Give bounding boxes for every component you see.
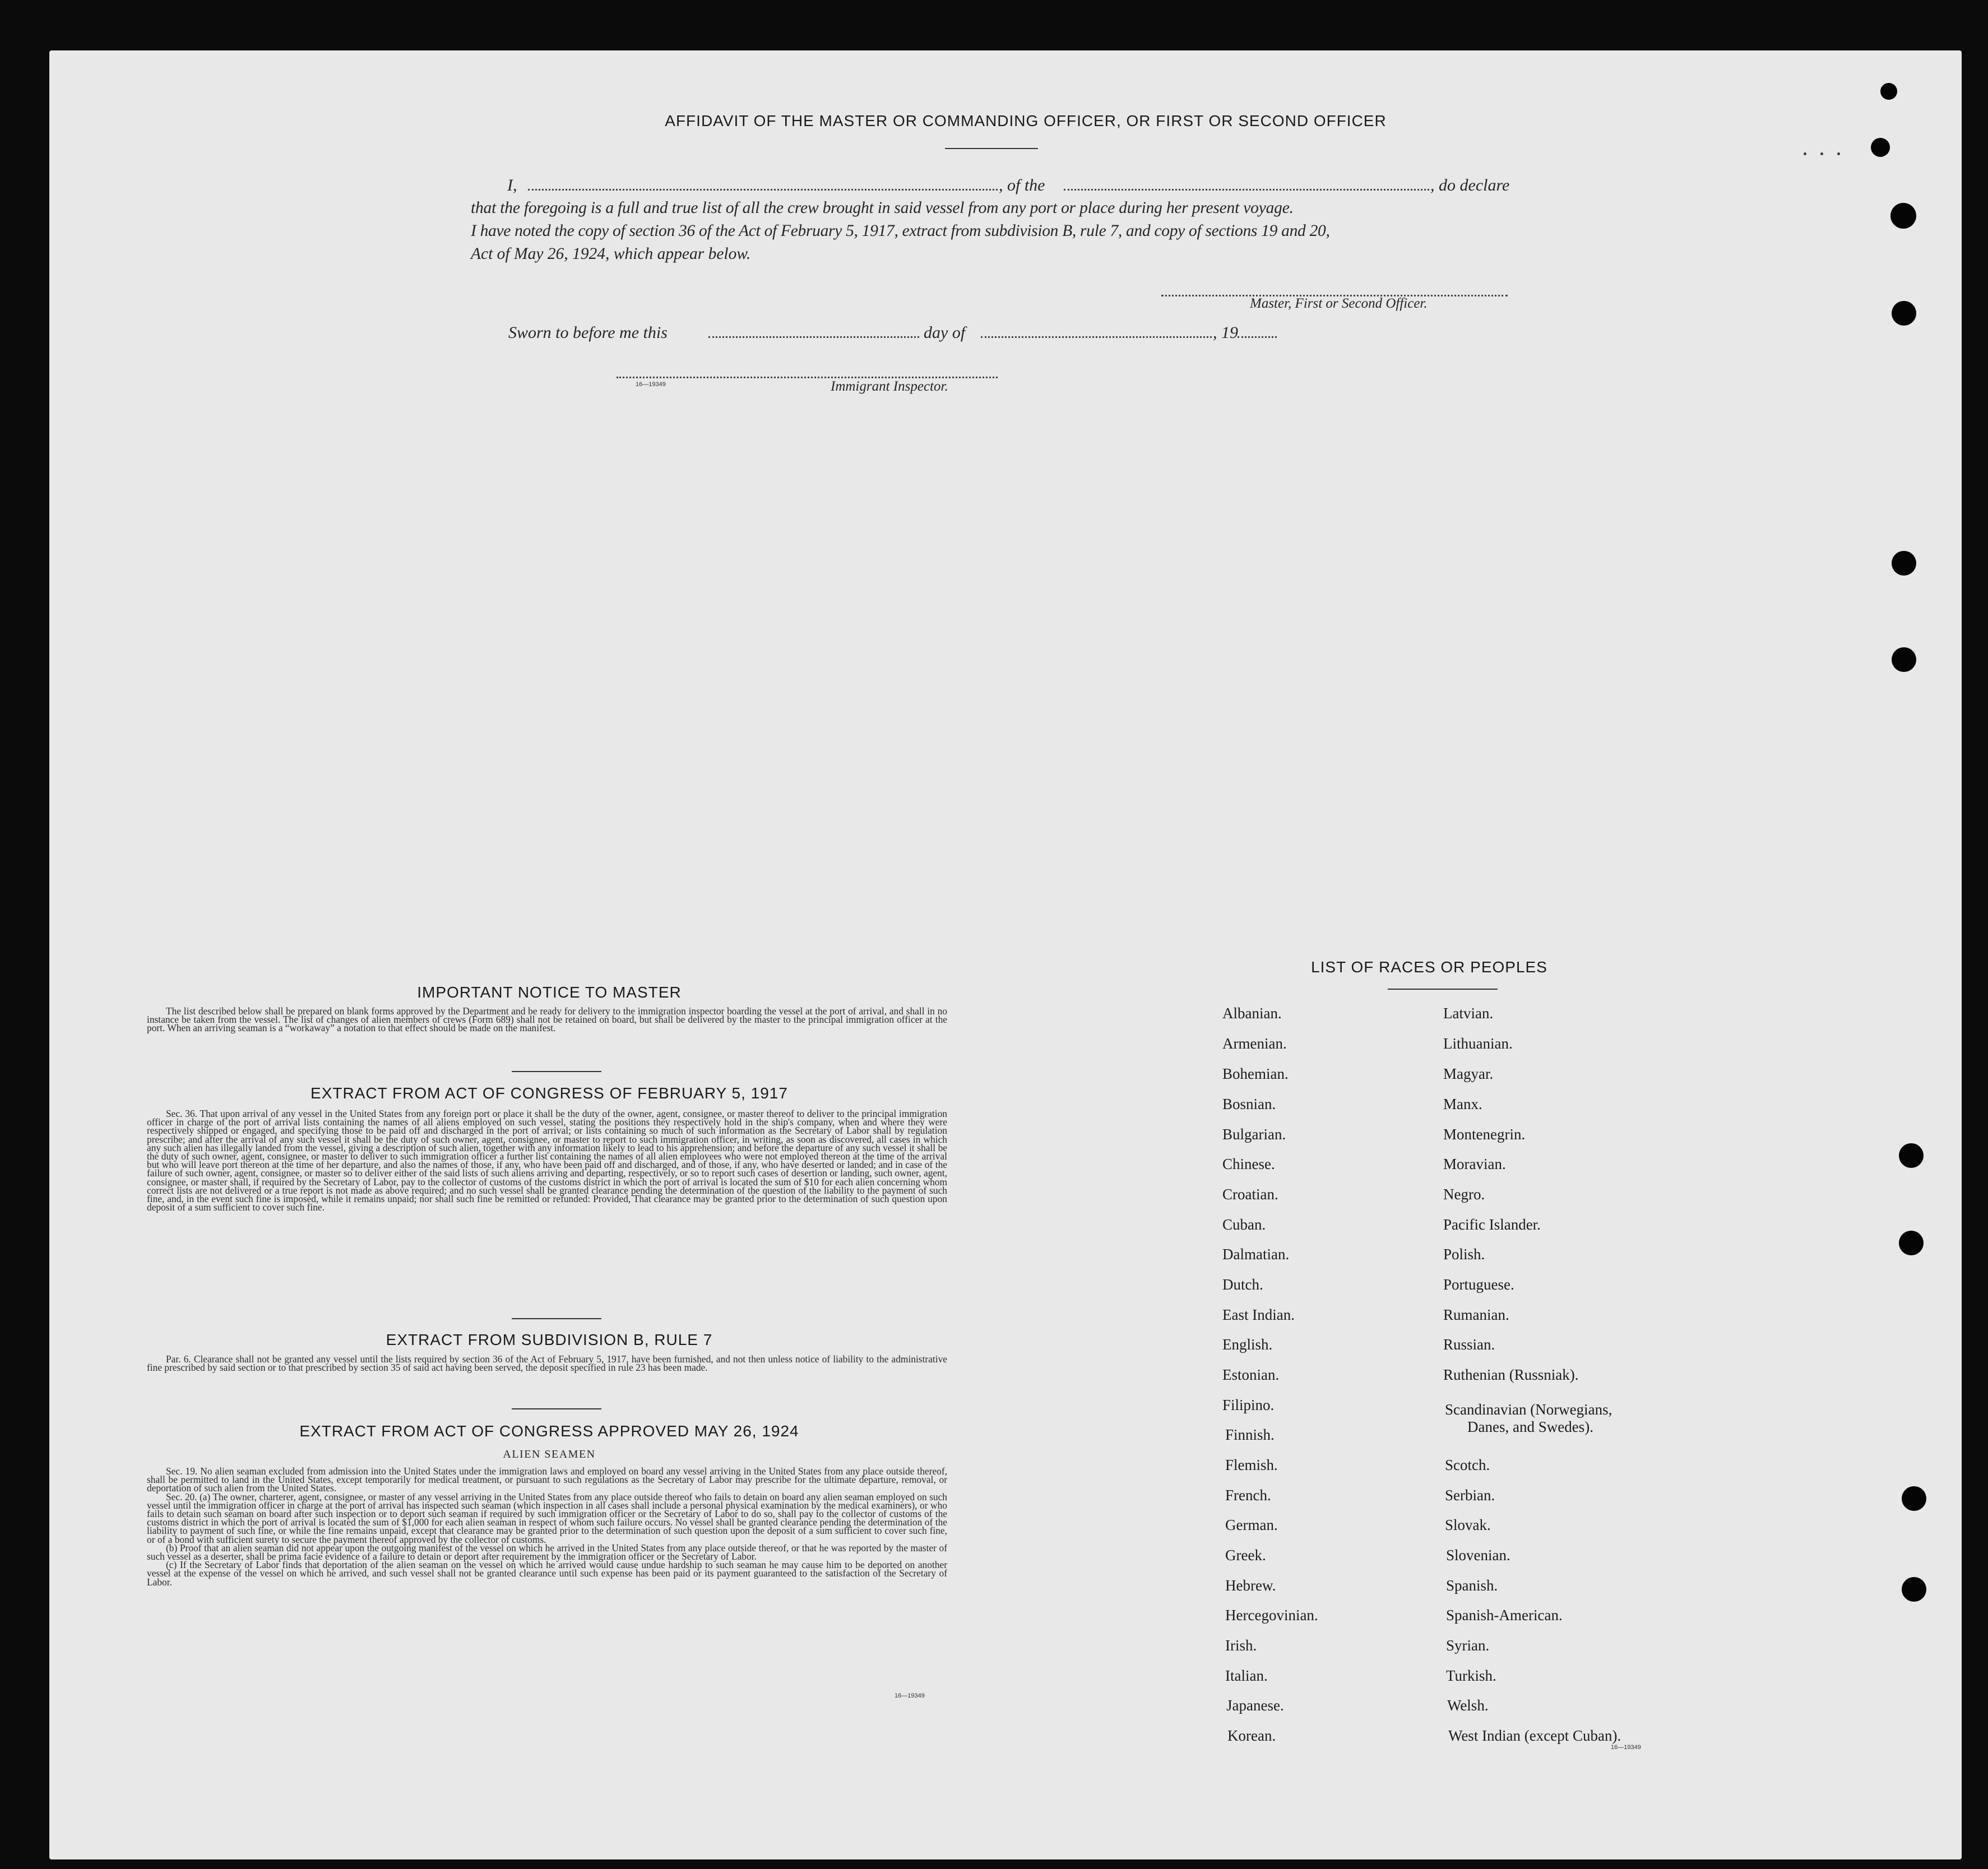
sworn-day-field[interactable] — [708, 336, 919, 338]
extract-form-code: 16—19349 — [895, 1692, 925, 1699]
race-right-8: Pacific Islander. — [1443, 1216, 1541, 1233]
section-20a-paragraph: Sec. 20. (a) The owner, charterer, agent, consignee, or master of any vessel arriving in the United States from any place outside thereof who fails to detain on board any alien seaman employed on such vessel until the immigration officer in charge at the port of arrival has inspected such seaman (which inspection in all cases shall include a personal physical examination by the medical examiners), or who fails to detain such seaman on board after such inspection or to deport such seaman if required by such immigration officer or the Secretary of Labor to do so, shall pay to the collector of customs of the customs district in which the port of arrival is located the sum of $1,000 for each alien seaman in respect of whom such failure occurs. No vessel shall be granted clearance pending the determination of the liability to payment of such fine, or while the fine remains unpaid, except that clearance may be granted prior to the determination of such question upon the deposit of a sum sufficient to cover such fine, or of a bond with sufficient surety to secure the payment thereof approved by the collector of customs. — [147, 1491, 947, 1545]
race-left-6: Chinese. — [1222, 1156, 1275, 1172]
punch-hole-7 — [1899, 1143, 1924, 1168]
races-form-code: 16—19349 — [1611, 1744, 1641, 1751]
officer-signature-label: Master, First or Second Officer. — [1250, 296, 1428, 311]
race-left-14: Filipino. — [1222, 1397, 1275, 1413]
extract-1917-title: EXTRACT FROM ACT OF CONGRESS OF FEBRUARY 5, 1917 — [311, 1084, 788, 1102]
race-right-11: Rumanian. — [1443, 1306, 1509, 1323]
do-declare-text: , do declare — [1430, 176, 1510, 194]
race-left-12: English. — [1222, 1336, 1273, 1353]
race-right-13: Ruthenian (Russniak). — [1443, 1366, 1579, 1383]
affidavit-line-4: Act of May 26, 1924, which appear below. — [471, 245, 751, 263]
subdivision-title: EXTRACT FROM SUBDIVISION B, RULE 7 — [386, 1331, 713, 1348]
race-right-3: Magyar. — [1443, 1065, 1494, 1082]
section-divider — [512, 1408, 601, 1409]
affiant-name-field[interactable] — [528, 189, 998, 191]
sworn-year-field[interactable] — [1238, 336, 1277, 338]
punch-hole-8 — [1899, 1231, 1924, 1255]
race-right-14-cont: Danes, and Swedes). — [1467, 1418, 1593, 1435]
sworn-text: Sworn to before me this — [508, 323, 668, 342]
race-right-19: Spanish. — [1446, 1577, 1498, 1594]
race-right-15: Scotch. — [1445, 1457, 1490, 1473]
race-right-24: West Indian (except Cuban). — [1448, 1727, 1621, 1744]
race-left-23: Italian. — [1225, 1667, 1268, 1684]
section-20c-paragraph: (c) If the Secretary of Labor finds that deportation of the alien seaman on the vessel on which he arrived would cause undue hardship to such seaman he may cause him to be deported on another vessel at the expense of the vessel on which he arrived, and such vessel shall not be granted clearance until such expense has been paid or its payment guaranteed to the satisfaction of the Secretary of Labor. — [147, 1559, 947, 1588]
race-left-17: French. — [1225, 1487, 1271, 1504]
race-right-5: Montenegrin. — [1443, 1126, 1526, 1143]
speck — [1820, 152, 1823, 155]
race-right-2: Lithuanian. — [1443, 1035, 1513, 1052]
race-left-7: Croatian. — [1222, 1186, 1278, 1203]
affiant-prefix: I, — [507, 176, 517, 194]
section-19-paragraph: Sec. 19. No alien seaman excluded from admission into the United States under the immigration laws and employed on board any vessel arriving in the United States from any place outside thereof, shall be permitted to land in the United States, except temporarily for medical treatment, or pursuant to such regulations as the Secretary of Labor may prescribe for the ultimate departure, removal, or deportation of such alien from the United States. — [147, 1465, 947, 1494]
race-right-21: Syrian. — [1446, 1637, 1490, 1654]
race-left-10: Dutch. — [1222, 1276, 1263, 1293]
race-right-17: Slovak. — [1445, 1516, 1491, 1533]
races-title: LIST OF RACES OR PEOPLES — [1311, 958, 1547, 976]
affidavit-line-3: I have noted the copy of section 36 of the Act of February 5, 1917, extract from subdivision B, rule 7, and copy of sections 19 and 20, — [471, 222, 1330, 240]
race-left-1: Albanian. — [1222, 1005, 1282, 1022]
race-right-12: Russian. — [1443, 1336, 1495, 1353]
section-36-paragraph: Sec. 36. That upon arrival of any vessel in the United States from any foreign port or place it shall be the duty of the owner, agent, consignee, or master thereof to deliver to the principal immigration officer in charge of the port of arrival lists containing the names of all aliens employed on such vessel, stating the positions they respectively hold in the ship's company, when and where they were respectively shipped or engaged, and specifying those to be paid off and discharged in the port of arrival; or lists containing so much of such information as the Secretary of Labor shall by regulation prescribe; and after the arrival of any such vessel it shall be the duty of such owner, agent, consignee, or master to report to such immigration officer, in writing, as soon as discovered, all cases in which any such alien has illegally landed from the vessel, giving a description of such alien, together with any information likely to lead to his apprehension; and before the departure of any such vessel it shall be the duty of such owner, agent, consignee, or master to deliver to such immigration officer a further list containing the names of all alien employees who were not employed thereon at the time of the arrival but who will leave port thereon at the time of her departure, and also the names of those, if any, who have been paid off and discharged, and of those, if any, who have deserted or landed; and in case of the failure of such owner, agent, consignee, or master so to deliver either of the said lists of such aliens arriving and departing, respectively, or so to report such cases of desertion or landing, such owner, agent, consignee, or master shall, if required by the Secretary of Labor, pay to the collector of customs of the customs district in which the port of arrival is located the sum of $10 for each alien concerning whom correct lists are not delivered or a true report is not made as above required; and no such vessel shall be granted clearance pending the determination of the question of the liability to the payment of such fine, and, in the event such fine is imposed, while it remains unpaid; nor shall such fine be remitted or refunded: Provided, That clearance may be granted prior to the determination of such question upon deposit of a sum sufficient to cover such fine. — [147, 1108, 947, 1213]
race-right-10: Portuguese. — [1443, 1276, 1514, 1293]
race-left-11: East Indian. — [1222, 1306, 1295, 1323]
punch-hole-2 — [1871, 138, 1890, 157]
inspector-label: Immigrant Inspector. — [831, 379, 948, 394]
section-divider — [512, 1318, 601, 1319]
race-right-6: Moravian. — [1443, 1156, 1506, 1172]
affidavit-title: AFFIDAVIT OF THE MASTER OR COMMANDING OFFICER, OR FIRST OR SECOND OFFICER — [665, 112, 1387, 129]
punch-hole-10 — [1902, 1577, 1926, 1602]
race-right-22: Turkish. — [1446, 1667, 1496, 1684]
notice-title: IMPORTANT NOTICE TO MASTER — [417, 984, 682, 1001]
notice-paragraph: The list described below shall be prepared on blank forms approved by the Department and be ready for delivery to the immigration inspector boarding the vessel at the port of arrival, and shall in no instance be taken from the vessel. The list of changes of alien members of crews (Form 689) shall not be retained on board, but shall be delivered by the master to the principal immigration officer at the port. When an arriving seaman is a “workaway” a notation to that effect should be made on the manifest. — [147, 1005, 947, 1034]
race-right-20: Spanish-American. — [1446, 1607, 1563, 1624]
vessel-name-field[interactable] — [1064, 189, 1429, 191]
inspector-signature-field[interactable] — [617, 377, 998, 378]
alien-seamen-subtitle: ALIEN SEAMEN — [503, 1448, 596, 1460]
extract-1917-text — [147, 1110, 947, 1212]
race-left-21: Hercegovinian. — [1225, 1607, 1318, 1624]
race-left-20: Hebrew. — [1225, 1577, 1276, 1594]
punch-hole-3 — [1890, 203, 1916, 229]
race-left-18: German. — [1225, 1516, 1278, 1533]
form-page — [49, 50, 1962, 1859]
day-of-text: day of — [924, 323, 966, 342]
affidavit-form-code: 16—19349 — [636, 381, 666, 388]
affidavit-line-2: that the foregoing is a full and true list of all the crew brought in said vessel from any port or place during her present voyage. — [471, 199, 1294, 217]
punch-hole-5 — [1892, 551, 1916, 576]
race-left-5: Bulgarian. — [1222, 1126, 1286, 1143]
subdivision-text — [147, 1355, 947, 1372]
punch-hole-4 — [1892, 301, 1916, 326]
speck — [1804, 152, 1806, 155]
race-left-9: Dalmatian. — [1222, 1246, 1290, 1263]
year-prefix-text: , 19 — [1213, 323, 1238, 342]
race-right-7: Negro. — [1443, 1186, 1485, 1203]
race-left-4: Bosnian. — [1222, 1096, 1276, 1112]
speck — [1837, 152, 1840, 155]
extract-1924-title: EXTRACT FROM ACT OF CONGRESS APPROVED MAY 26, 1924 — [299, 1422, 799, 1440]
punch-hole-9 — [1902, 1486, 1926, 1511]
race-left-3: Bohemian. — [1222, 1065, 1289, 1082]
of-the-text: , of the — [999, 176, 1045, 194]
sworn-month-field[interactable] — [981, 336, 1212, 338]
race-right-9: Polish. — [1443, 1246, 1485, 1263]
race-left-25: Korean. — [1227, 1727, 1276, 1744]
race-right-1: Latvian. — [1443, 1005, 1494, 1022]
race-left-13: Estonian. — [1222, 1366, 1280, 1383]
punch-hole-1 — [1880, 83, 1897, 100]
race-left-15: Finnish. — [1225, 1426, 1275, 1443]
race-right-4: Manx. — [1443, 1096, 1482, 1112]
race-right-23: Welsh. — [1447, 1697, 1489, 1714]
race-right-14: Scandinavian (Norwegians, — [1445, 1401, 1612, 1418]
notice-text — [147, 1007, 947, 1033]
race-left-24: Japanese. — [1226, 1697, 1284, 1714]
race-left-22: Irish. — [1225, 1637, 1257, 1654]
race-left-2: Armenian. — [1222, 1035, 1287, 1052]
title-divider — [945, 148, 1038, 149]
races-divider — [1388, 989, 1498, 990]
race-left-8: Cuban. — [1222, 1216, 1266, 1233]
punch-hole-6 — [1892, 647, 1916, 672]
race-right-18: Slovenian. — [1446, 1547, 1510, 1564]
race-left-16: Flemish. — [1225, 1457, 1278, 1473]
extract-1924-text — [147, 1467, 947, 1587]
race-left-19: Greek. — [1225, 1547, 1266, 1564]
race-right-16: Serbian. — [1445, 1487, 1495, 1504]
paragraph-6: Par. 6. Clearance shall not be granted any vessel until the lists required by section 36 of the Act of February 5, 1917, have been furnished, and not then unless notice of liability to the administrative fine prescribed by said section or to that prescribed by section 35 of said act having been served, the deposit specified in rule 23 has been made. — [147, 1353, 947, 1374]
section-20b-paragraph: (b) Proof that an alien seaman did not appear upon the outgoing manifest of the vessel on which he arrived in the United States from any place outside thereof, or that he was reported by the master of such vessel as a deserter, shall be prima facie evidence of a failure to detain or deport after requirement by the immigration officer or the Secretary of Labor. — [147, 1542, 947, 1562]
section-divider — [512, 1071, 601, 1072]
